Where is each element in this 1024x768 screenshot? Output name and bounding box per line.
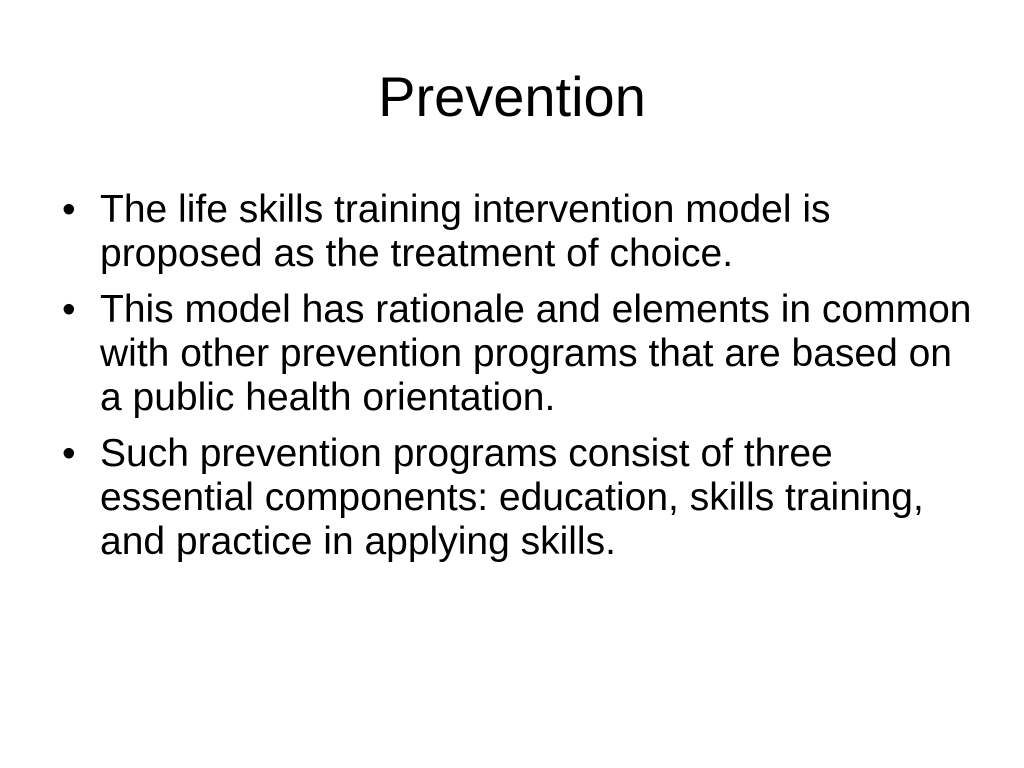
bullet-list bbox=[58, 188, 978, 576]
bullet-text: This model has rationale and elements in common with other prevention programs that are based on a public health orientation. bbox=[100, 288, 972, 419]
slide-title: Prevention bbox=[378, 65, 646, 128]
bullet-marker-icon: • bbox=[62, 432, 76, 475]
bullet-item bbox=[58, 188, 978, 276]
bullet-text: Such prevention programs consist of three essential components: education, skills training, and practice in applying skills. bbox=[100, 432, 924, 563]
bullet-text: The life skills training intervention model is proposed as the treatment of choice. bbox=[100, 188, 831, 275]
bullet-marker-icon: • bbox=[62, 188, 76, 231]
bullet-item bbox=[58, 432, 978, 564]
bullet-item bbox=[58, 288, 978, 420]
bullet-marker-icon: • bbox=[62, 288, 76, 331]
